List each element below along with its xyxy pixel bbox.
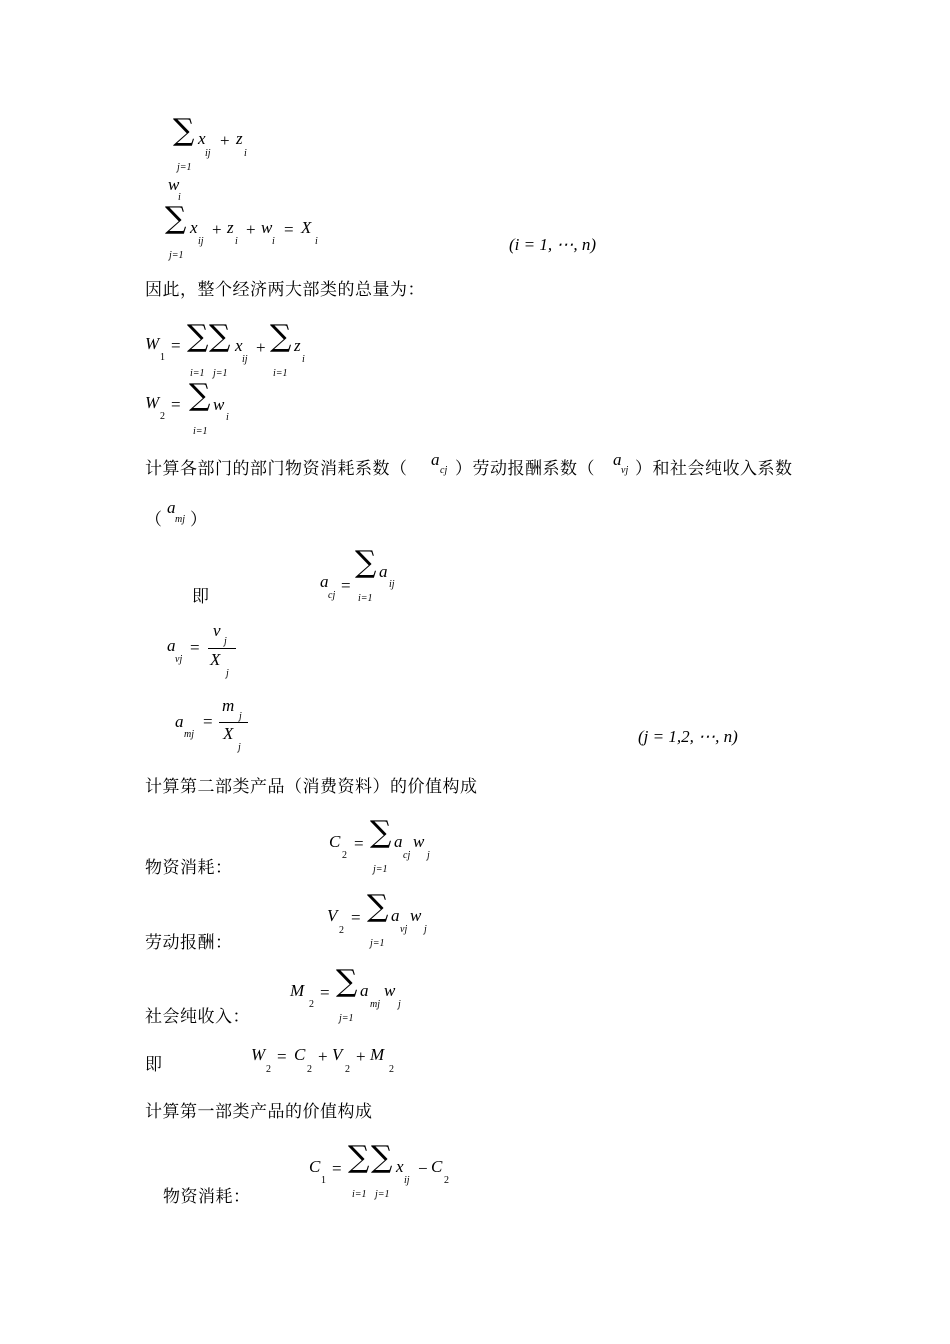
- sub-ij: ij: [205, 148, 211, 159]
- label-ji: 即: [192, 587, 210, 607]
- sub-mj: mj: [370, 999, 380, 1010]
- sub-2: 2: [339, 925, 344, 936]
- var-a: a: [394, 832, 403, 851]
- var-a: a: [167, 498, 176, 517]
- equals-sign: =: [320, 983, 330, 1002]
- fraction-bar: [219, 722, 248, 723]
- sub-j: j: [398, 999, 401, 1010]
- equals-sign: =: [190, 638, 200, 657]
- denominator-X: X: [223, 724, 234, 743]
- index-range-j: (j = 1,2, ⋯, n): [638, 727, 738, 746]
- var-z: z: [236, 129, 243, 148]
- fraction-bar: [208, 648, 236, 649]
- equals-sign: =: [354, 834, 364, 853]
- var-M: M: [290, 981, 305, 1000]
- sub-i: i: [235, 236, 238, 247]
- sub-i: i: [226, 412, 229, 423]
- sub-vj: vj: [621, 465, 629, 476]
- sum-lower-limit: j=1: [373, 864, 388, 875]
- var-C: C: [294, 1045, 306, 1064]
- sub-cj: cj: [403, 850, 411, 861]
- label-material: 物资消耗：: [163, 1187, 251, 1207]
- sub-mj: mj: [175, 514, 185, 525]
- sum-symbol: ∑: [355, 545, 377, 580]
- sub-j: j: [226, 668, 229, 679]
- sub-i: i: [178, 192, 181, 203]
- var-W: W: [145, 334, 160, 353]
- var-x: x: [235, 336, 243, 355]
- var-a: a: [379, 562, 388, 581]
- sub-2: 2: [342, 850, 347, 861]
- paren-open: （: [145, 510, 163, 530]
- sub-2: 2: [307, 1064, 312, 1075]
- sub-vj: vj: [175, 654, 183, 665]
- var-w: w: [261, 218, 273, 237]
- var-z: z: [227, 218, 234, 237]
- var-w: w: [213, 395, 225, 414]
- coef-text-3: ）和社会纯收入系数: [635, 459, 793, 479]
- sub-j: j: [424, 924, 427, 935]
- equals-sign: =: [203, 712, 213, 731]
- sum-lower-limit: j=1: [177, 162, 192, 173]
- sub-i: i: [244, 148, 247, 159]
- var-w: w: [410, 906, 422, 925]
- var-X: X: [301, 218, 312, 237]
- sum-lower-limit: i=1: [193, 426, 208, 437]
- sum-lower-limit: j=1: [169, 250, 184, 261]
- sub-2: 2: [266, 1064, 271, 1075]
- equals-sign: =: [332, 1159, 342, 1178]
- sub-j: j: [239, 711, 242, 722]
- equals-sign: =: [171, 336, 181, 355]
- sub-2: 2: [389, 1064, 394, 1075]
- var-M: M: [370, 1045, 385, 1064]
- equals-sign: =: [284, 220, 294, 239]
- sum-symbol: ∑: [371, 1140, 393, 1175]
- equals-sign: =: [341, 576, 351, 595]
- equals-sign: =: [277, 1047, 287, 1066]
- equals-sign: =: [171, 395, 181, 414]
- label-material: 物资消耗：: [145, 858, 233, 878]
- sub-i: i: [302, 354, 305, 365]
- var-W: W: [145, 393, 160, 412]
- sum-symbol: ∑: [348, 1140, 370, 1175]
- var-w: w: [384, 981, 396, 1000]
- sum-lower-limit: i=1: [352, 1189, 367, 1200]
- sub-j: j: [427, 850, 430, 861]
- sub-j: j: [238, 742, 241, 753]
- sub-vj: vj: [400, 924, 408, 935]
- var-a: a: [431, 450, 440, 469]
- plus-sign: +: [356, 1047, 366, 1066]
- sub-i: i: [315, 236, 318, 247]
- var-C: C: [329, 832, 341, 851]
- sub-ij: ij: [242, 354, 248, 365]
- sub-1: 1: [160, 352, 165, 363]
- numerator-m: m: [222, 696, 235, 715]
- index-range-i: (i = 1, ⋯, n): [509, 235, 597, 254]
- label-net-income: 社会纯收入：: [145, 1007, 250, 1027]
- minus-sign: −: [418, 1159, 428, 1178]
- plus-sign: +: [318, 1047, 328, 1066]
- coef-text-1: 计算各部门的部门物资消耗系数（: [145, 459, 408, 479]
- sub-i: i: [272, 236, 275, 247]
- var-x: x: [396, 1157, 404, 1176]
- sum-lower-limit: i=1: [358, 593, 373, 604]
- sum-lower-limit: j=1: [375, 1189, 390, 1200]
- sum-symbol: ∑: [270, 319, 292, 354]
- sum-symbol: ∑: [189, 378, 211, 413]
- plus-sign: +: [246, 220, 256, 239]
- var-a: a: [167, 636, 176, 655]
- denominator-X: X: [210, 650, 221, 669]
- var-x: x: [198, 129, 206, 148]
- paren-close: ）: [190, 510, 208, 530]
- label-ji: 即: [145, 1055, 163, 1075]
- sum-symbol: ∑: [209, 319, 231, 354]
- var-a: a: [175, 712, 184, 731]
- plus-sign: +: [220, 131, 230, 150]
- sub-ij: ij: [404, 1175, 410, 1186]
- plus-sign: +: [256, 338, 266, 357]
- var-w: w: [168, 175, 180, 194]
- sum-lower-limit: j=1: [213, 368, 228, 379]
- sum-lower-limit: i=1: [273, 368, 288, 379]
- sum-lower-limit: j=1: [370, 938, 385, 949]
- sum-symbol: ∑: [336, 964, 358, 999]
- var-W: W: [251, 1045, 266, 1064]
- sub-ij: ij: [198, 236, 204, 247]
- var-a: a: [360, 981, 369, 1000]
- paragraph-total-intro: 因此，整个经济两大部类的总量为：: [145, 280, 425, 300]
- var-x: x: [190, 218, 198, 237]
- var-w: w: [413, 832, 425, 851]
- sum-symbol: ∑: [165, 201, 187, 236]
- sub-2: 2: [345, 1064, 350, 1075]
- sub-2: 2: [160, 411, 165, 422]
- sub-j: j: [224, 636, 227, 647]
- sum-symbol: ∑: [367, 889, 389, 924]
- equals-sign: =: [351, 908, 361, 927]
- sum-lower-limit: j=1: [339, 1013, 354, 1024]
- sub-ij: ij: [389, 579, 395, 590]
- var-z: z: [294, 336, 301, 355]
- var-V: V: [332, 1045, 343, 1064]
- var-a: a: [613, 450, 622, 469]
- heading-first-department: 计算第一部类产品的价值构成: [145, 1102, 373, 1122]
- sub-mj: mj: [184, 729, 194, 740]
- var-V: V: [327, 906, 338, 925]
- sub-cj: cj: [328, 590, 336, 601]
- sub-2: 2: [309, 999, 314, 1010]
- var-C: C: [431, 1157, 443, 1176]
- sub-cj: cj: [440, 465, 448, 476]
- sum-symbol: ∑: [173, 113, 195, 148]
- sub-1: 1: [321, 1175, 326, 1186]
- sum-lower-limit: i=1: [190, 368, 205, 379]
- heading-second-department: 计算第二部类产品（消费资料）的价值构成: [145, 777, 478, 797]
- sum-symbol: ∑: [187, 319, 209, 354]
- var-a: a: [391, 906, 400, 925]
- var-C: C: [309, 1157, 321, 1176]
- numerator-v: v: [213, 621, 221, 640]
- plus-sign: +: [212, 220, 222, 239]
- sub-2: 2: [444, 1175, 449, 1186]
- var-a: a: [320, 572, 329, 591]
- coef-text-2: ）劳动报酬系数（: [455, 459, 595, 479]
- sum-symbol: ∑: [370, 815, 392, 850]
- label-labor: 劳动报酬：: [145, 933, 233, 953]
